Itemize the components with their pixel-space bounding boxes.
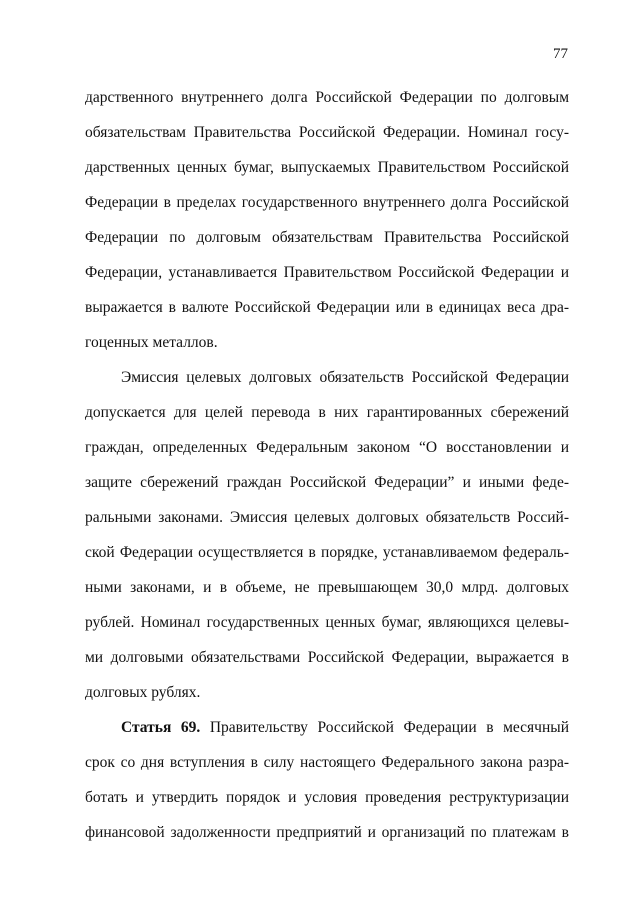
text-line: Федерации в пределах государственного внутреннего долга Российской (85, 194, 569, 211)
text-line: ботать и утвердить порядок и условия проведения реструктуризации (85, 789, 569, 806)
text-line: ными законами, и в объеме, не превышающем 30,0 млрд. долговых (85, 579, 569, 596)
article-heading: Статья 69. (121, 719, 201, 736)
text-line: обязательствам Правительства Российской Федерации. Номинал госу- (85, 124, 569, 141)
text-line: рублей. Номинал государственных ценных бумаг, являющихся целевы- (85, 614, 569, 631)
text-line: дарственного внутреннего долга Российской Федерации по долговым (85, 89, 569, 106)
text-line: срок со дня вступления в силу настоящего Федерального закона разра- (85, 754, 569, 771)
article-first-line (85, 710, 569, 745)
text-line: допускается для целей перевода в них гарантированных сбережений (85, 404, 569, 421)
text-line: ской Федерации осуществляется в порядке, устанавливаемом федераль- (85, 544, 569, 561)
text-line: гоценных металлов. (85, 334, 218, 351)
text-line: Эмиссия целевых долговых обязательств Российской Федерации (121, 369, 569, 386)
text-line: финансовой задолженности предприятий и организаций по платежам в (85, 824, 569, 841)
text-line: граждан, определенных Федеральным законом “О восстановлении и (85, 439, 569, 456)
paragraph-1 (85, 80, 569, 360)
text-line: ральными законами. Эмиссия целевых долговых обязательств Россий- (85, 509, 569, 526)
paragraph-3 (85, 710, 569, 850)
article-first-line-text: Правительству Российской Федерации в месячный (200, 719, 569, 736)
text-line: Федерации, устанавливается Правительством Российской Федерации и (85, 264, 569, 281)
text-line: выражается в валюте Российской Федерации или в единицах веса дра- (85, 299, 569, 316)
paragraph-2 (85, 360, 569, 710)
text-line: защите сбережений граждан Российской Федерации” и иными феде- (85, 474, 569, 491)
document-body (85, 80, 569, 850)
text-line: долговых рублях. (85, 684, 201, 701)
page-number: 77 (553, 46, 568, 62)
text-line: дарственных ценных бумаг, выпускаемых Правительством Российской (85, 159, 569, 176)
text-line: ми долговыми обязательствами Российской Федерации, выражается в (85, 649, 569, 666)
text-line: Федерации по долговым обязательствам Правительства Российской (85, 229, 569, 246)
